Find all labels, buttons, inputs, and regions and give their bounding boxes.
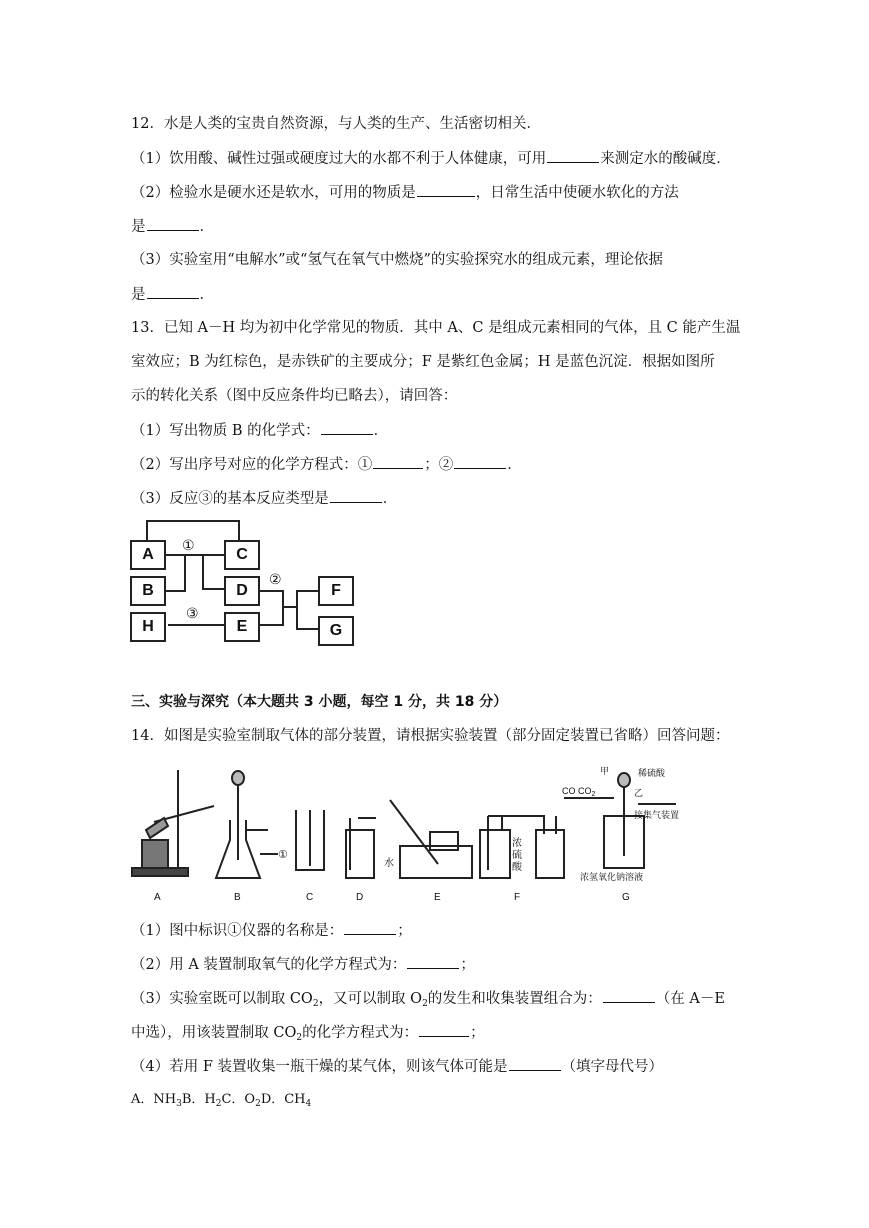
wire-d-out [260, 590, 284, 592]
apparatus-jia-label: 甲 [600, 766, 610, 776]
q14-part1 [131, 920, 412, 941]
apparatus-d-tube [350, 818, 376, 870]
option-b[interactable]: B．$H_2$ [181, 1092, 222, 1109]
answer-blank[interactable] [373, 454, 423, 469]
answer-blank[interactable] [417, 182, 475, 197]
apparatus-label-b: B [234, 892, 241, 903]
q12-part3: （3）实验室用“电解水”或“氢气在氧气中燃烧”的实验探究水的组成元素，理论依据 [131, 252, 663, 268]
answer-blank[interactable] [344, 920, 396, 935]
apparatus-f-bottle1 [480, 830, 510, 878]
q12-part1 [131, 148, 731, 169]
loop-wire-right [238, 520, 240, 542]
answer-blank[interactable] [147, 284, 199, 299]
q13-part1-text: （1）写出物质 B 的化学式： [131, 423, 320, 439]
node-e: E [224, 612, 260, 642]
reaction-2-label: ② [269, 572, 282, 588]
q12-part1-text: （1）饮用酸、碱性过强或硬度过大的水都不利于人体健康，可用 [131, 151, 547, 167]
q12-part2-end: ． [199, 219, 214, 235]
node-h: H [130, 612, 166, 642]
node-b: B [130, 576, 166, 606]
q14-part3-cont [131, 1022, 485, 1048]
wire-e-out [260, 624, 284, 626]
subscript: 2 [422, 999, 428, 1009]
q14-part3-text4: （在 A－E [655, 991, 725, 1007]
q14-part3-text2: ，又可以制取 O [318, 991, 423, 1007]
q14-part4-text: （4）若用 F 装置收集一瓶干燥的某气体，则该气体可能是 [131, 1059, 508, 1075]
q13-part1-end: ． [373, 423, 389, 439]
q12-part2-mid: ，日常生活中使硬水软化的方法 [475, 185, 679, 201]
q13-stem-1: 13．已知 A－H 均为初中化学常见的物质．其中 A、C 是组成元素相同的气体，且 C 能产生温 [131, 320, 741, 336]
q14-part3-text6: 的化学方程式为： [302, 1025, 419, 1041]
apparatus-naoh-label: 浓氢氧化钠溶液 [580, 872, 644, 882]
answer-blank[interactable] [454, 454, 506, 469]
q13-part2-end: ． [507, 457, 522, 473]
answer-blank[interactable] [147, 216, 199, 231]
q13-part2-mid: ；② [424, 457, 454, 473]
apparatus-yi-label: 乙 [634, 788, 644, 798]
node-g: G [318, 616, 354, 646]
answer-blank[interactable] [419, 1022, 469, 1037]
answer-blank[interactable] [407, 954, 459, 969]
wire-mid [282, 606, 296, 608]
section-heading: 三、实验与深究（本大题共 3 小题，每空 1 分，共 18 分） [131, 694, 508, 710]
q14-part4-end: （填字母代号） [561, 1059, 664, 1075]
answer-blank[interactable] [603, 988, 655, 1003]
q14-part3-end: ； [470, 1025, 485, 1041]
apparatus-b-funnel [232, 771, 244, 785]
node-f: F [318, 576, 354, 606]
q14-part2 [131, 954, 475, 975]
wire-a-d [202, 554, 204, 590]
q13-part3 [131, 488, 397, 509]
q14-part3-text3: 的发生和收集装置组合为： [427, 991, 602, 1007]
apparatus-dilute-acid-label: 稀硫酸 [638, 768, 666, 778]
q13-diagram [128, 518, 358, 648]
apparatus-a-base [132, 868, 188, 876]
q12-part2-shi: 是 [131, 219, 146, 235]
q14-options [131, 1090, 311, 1114]
apparatus-acid-label-2: 硫 [512, 850, 522, 861]
q12-part3-cont [131, 284, 214, 305]
q14-part1-text: （1）图中标识①仪器的名称是： [131, 923, 344, 939]
loop-wire-top [146, 520, 240, 522]
node-c: C [224, 540, 260, 570]
q13-part2 [131, 454, 522, 475]
arrow-to-f [296, 590, 318, 592]
q13-part3-text: （3）反应③的基本反应类型是 [131, 491, 329, 507]
apparatus-gas-in-label: CO $CO_2$ [562, 786, 596, 798]
wire-b-vertical [184, 554, 186, 592]
apparatus-acid-label-3: 酸 [512, 862, 522, 873]
apparatus-g-funnel [618, 773, 630, 787]
q14-part2-text: （2）用 A 装置制取氧气的化学方程式为： [131, 957, 407, 973]
node-a: A [130, 540, 166, 570]
q13-part3-end: ． [382, 491, 398, 507]
q14-part4 [131, 1056, 663, 1077]
q13-part1 [131, 420, 388, 441]
q12-part2-text: （2）检验水是硬水还是软水，可用的物质是 [131, 185, 416, 201]
q14-part3 [131, 988, 725, 1014]
subscript: 2 [312, 999, 319, 1009]
option-a[interactable]: A．$NH_3$ [131, 1092, 182, 1109]
reaction-3-label: ③ [186, 606, 199, 622]
option-c[interactable]: C．$O_2$ [221, 1092, 261, 1109]
q12-part3-end: ． [199, 287, 214, 303]
q12-stem: 12．水是人类的宝贵自然资源，与人类的生产、生活密切相关． [131, 116, 541, 132]
arrow-h-e [168, 624, 224, 626]
node-d: D [224, 576, 260, 606]
q12-part2 [131, 182, 679, 203]
apparatus-label-f: F [514, 892, 521, 903]
q14-part3-text: （3）实验室既可以制取 CO [131, 991, 313, 1007]
q13-stem-3: 示的转化关系（图中反应条件均已略去），请回答： [131, 388, 458, 404]
apparatus-label-g: G [622, 892, 630, 903]
q14-stem: 14．如图是实验室制取气体的部分装置，请根据实验装置（部分固定装置已省略）回答问题： [131, 728, 730, 744]
q14-part1-end: ； [397, 923, 412, 939]
q12-part3-shi: 是 [131, 287, 146, 303]
arrow-to-d [202, 588, 224, 590]
reaction-1-label: ① [182, 538, 195, 554]
answer-blank[interactable] [330, 488, 382, 503]
apparatus-connect-label: 接集气装置 [634, 810, 680, 820]
apparatus-mark-1: ① [278, 849, 288, 861]
q12-part1-tail: 来测定水的酸碱度． [600, 151, 731, 167]
arrow-a-c [166, 554, 224, 556]
arrow-to-g [296, 628, 318, 630]
answer-blank[interactable] [547, 148, 599, 163]
option-d[interactable]: D．$CH_4$ [260, 1092, 312, 1109]
q13-stem-2: 室效应；B 为红棕色，是赤铁矿的主要成分；F 是紫红色金属；H 是蓝色沉淀．根据如图所 [131, 354, 715, 370]
wire-split [296, 590, 298, 630]
apparatus-figure [128, 760, 688, 905]
apparatus-f-bottle2 [536, 830, 564, 878]
q12-part2-cont [131, 216, 214, 237]
subscript: 2 [296, 1033, 303, 1043]
q14-part3-text5: 中选），用该装置制取 CO [131, 1025, 297, 1041]
apparatus-label-c: C [306, 892, 314, 903]
apparatus-f-pipes [488, 816, 556, 870]
q13-part2-text: （2）写出序号对应的化学方程式：① [131, 457, 373, 473]
apparatus-a-lamp [142, 840, 168, 868]
q14-part2-end: ； [460, 957, 475, 973]
apparatus-label-d: D [356, 892, 364, 903]
apparatus-label-e: E [434, 892, 441, 903]
wire-join [282, 590, 284, 626]
apparatus-label-a: A [154, 892, 161, 903]
answer-blank[interactable] [509, 1056, 561, 1071]
wire-b [166, 590, 186, 592]
apparatus-e-bottle [430, 832, 458, 850]
apparatus-water-label: 水 [384, 858, 394, 869]
answer-blank[interactable] [321, 420, 373, 435]
apparatus-acid-label-1: 浓 [512, 838, 522, 849]
